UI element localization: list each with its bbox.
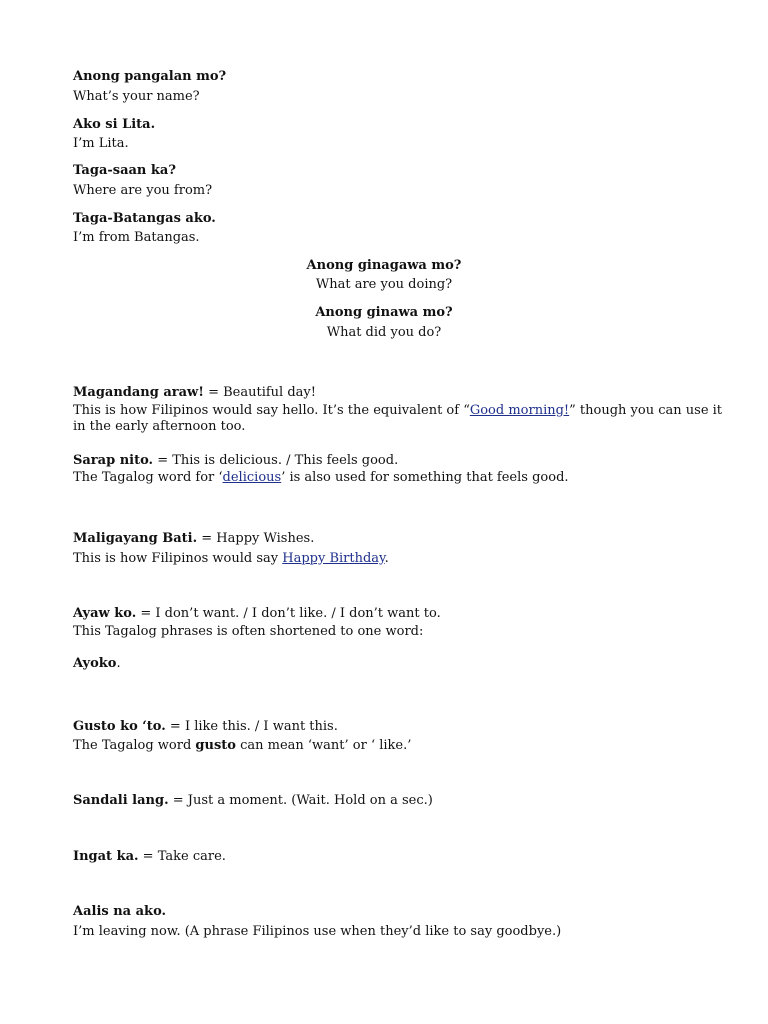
centered-answer-1: What are you doing?: [315, 277, 453, 292]
dialogue-answer-3: Where are you from?: [73, 183, 213, 198]
phrase-aalis-explanation: I’m leaving now. (A phrase Filipinos use when they’d like to say goodbye.): [73, 924, 562, 939]
happy-birthday-link[interactable]: Happy Birthday: [282, 551, 385, 566]
phrase-gusto-heading: Gusto ko ‘to. = I like this. / I want this.: [73, 719, 338, 734]
good-morning-link[interactable]: Good morning!: [469, 403, 570, 418]
dialogue-answer-1: What’s your name?: [73, 89, 200, 104]
phrase-sarap-explanation: The Tagalog word for ‘delicious’ is also used for something that feels good.: [73, 470, 569, 485]
phrase-ayoko-word: Ayoko.: [73, 656, 121, 671]
phrase-sarap-heading: Sarap nito. = This is delicious. / This feels good.: [73, 453, 399, 468]
dialogue-question-1: Anong pangalan mo?: [73, 69, 227, 84]
dialogue-answer-2: I’m Lita.: [73, 136, 129, 151]
dialogue-question-2: Ako si Lita.: [73, 117, 156, 132]
phrase-gusto-explanation: The Tagalog word gusto can mean ‘want’ or ‘ like.’: [73, 738, 412, 753]
phrase-magandang-explanation-1: This is how Filipinos would say hello. It’s the equivalent of “Good morning!” though you can use it: [73, 403, 723, 418]
phrase-ayaw-heading: Ayaw ko. = I don’t want. / I don’t like. / I don’t want to.: [73, 606, 441, 621]
dialogue-answer-4: I’m from Batangas.: [73, 230, 200, 245]
centered-question-1: Anong ginagawa mo?: [306, 258, 462, 273]
phrase-maligayang-heading: Maligayang Bati. = Happy Wishes.: [73, 531, 315, 546]
phrase-sandali-heading: Sandali lang. = Just a moment. (Wait. Hold on a sec.): [73, 793, 433, 808]
dialogue-question-3: Taga-saan ka?: [73, 163, 176, 178]
phrase-ingat-heading: Ingat ka. = Take care.: [73, 849, 226, 864]
centered-answer-2: What did you do?: [326, 325, 442, 340]
delicious-link[interactable]: delicious: [222, 470, 282, 485]
centered-question-2: Anong ginawa mo?: [315, 305, 453, 320]
phrase-magandang-explanation-2: in the early afternoon too.: [73, 419, 246, 434]
phrase-ayaw-explanation: This Tagalog phrases is often shortened to one word:: [73, 624, 424, 639]
dialogue-question-4: Taga-Batangas ako.: [73, 211, 216, 226]
phrase-magandang-heading: Magandang araw! = Beautiful day!: [73, 385, 316, 400]
phrase-maligayang-explanation: This is how Filipinos would say Happy Birthday.: [73, 551, 389, 566]
phrase-aalis-heading: Aalis na ako.: [73, 904, 167, 919]
